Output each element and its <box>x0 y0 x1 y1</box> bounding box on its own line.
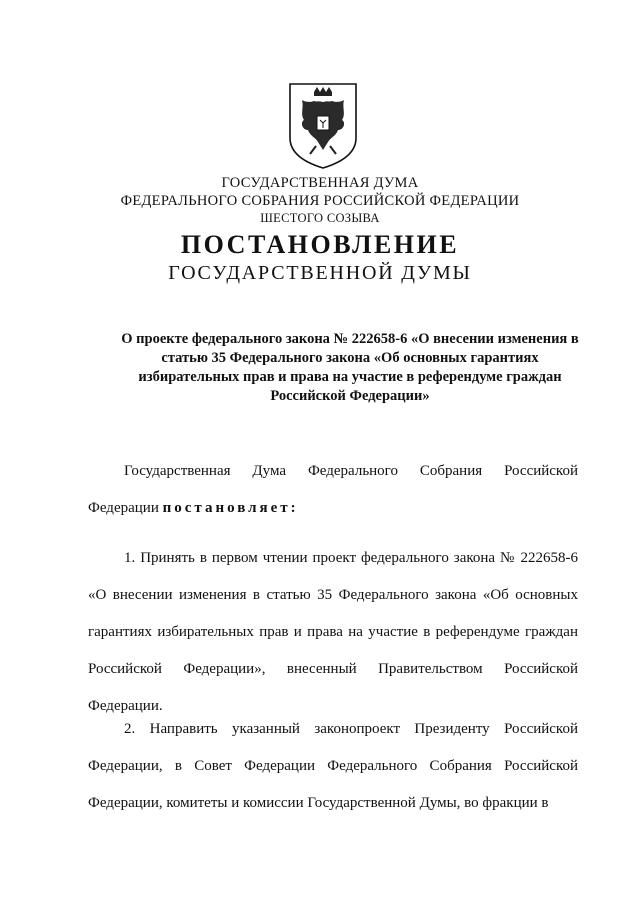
document-org-title: ГОСУДАРСТВЕННОЙ ДУМЫ <box>168 262 472 284</box>
intro-verb: постановляет: <box>162 500 299 516</box>
coat-of-arms-emblem <box>286 80 360 172</box>
header-org-line: ГОСУДАРСТВЕННАЯ ДУМА <box>221 175 419 191</box>
intro-text: Государственная Дума Федерального Собрания Российской Федерации <box>88 463 578 516</box>
item-2-paragraph: 2. Направить указанный законопроект Президенту Российской Федерации, в Совет Федерации Федерального Собрания Российской Федерации, комитеты и комиссии Государственной Думы, во фракции в <box>88 721 578 811</box>
document-subject: О проекте федерального закона № 222658-6 «О внесении изменения в статью 35 Федерального закона «Об основных гарантиях избирательных прав и права на участие в референдуме граждан Российской Федерации» <box>121 331 579 404</box>
header-convocation-line: ШЕСТОГО СОЗЫВА <box>260 211 380 225</box>
item-1-paragraph: 1. Принять в первом чтении проект федерального закона № 222658-6 «О внесении изменения в статью 35 Федерального закона «Об основных гарантиях избирательных прав и права на участие в референдуме граждан Российской Федерации», внесенный Правительством Российской Федерации. <box>88 550 578 714</box>
header-parliament-line: ФЕДЕРАЛЬНОГО СОБРАНИЯ РОССИЙСКОЙ ФЕДЕРАЦИИ <box>120 193 520 209</box>
document-type-title: ПОСТАНОВЛЕНИЕ <box>180 230 460 259</box>
intro-paragraph <box>88 453 578 527</box>
